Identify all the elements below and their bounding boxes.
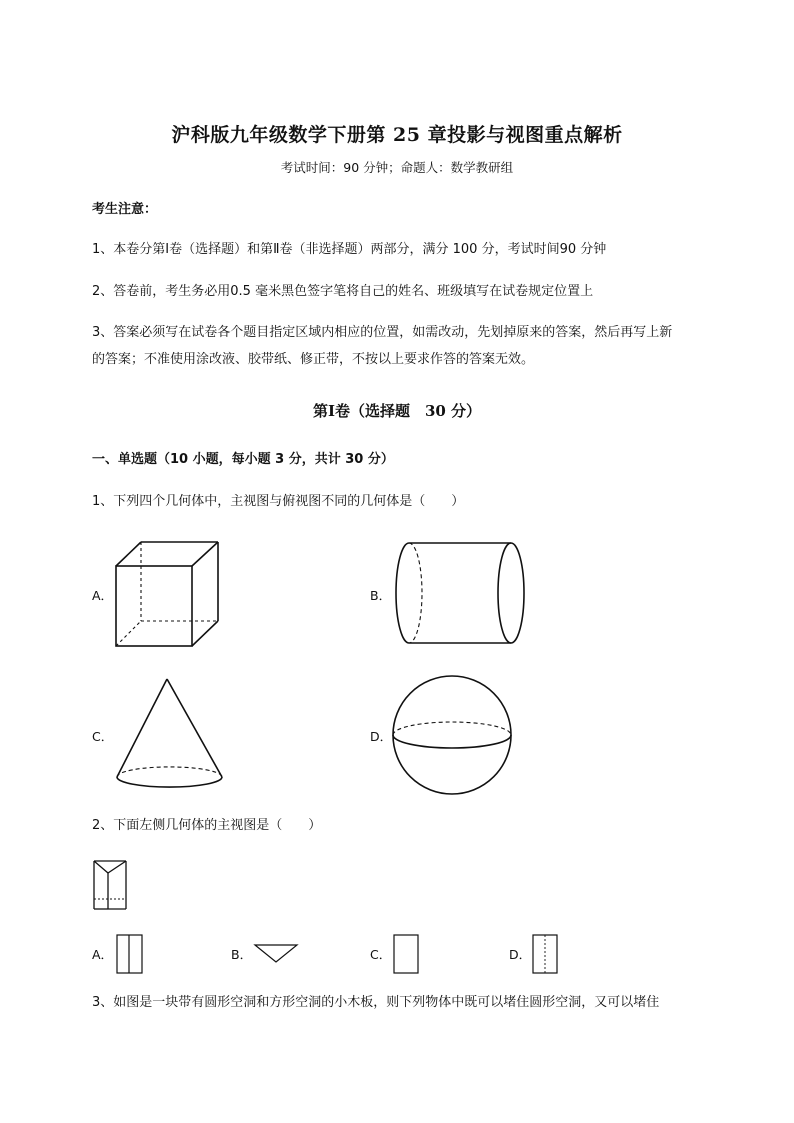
triangular-prism-icon bbox=[94, 861, 126, 909]
exam-info: 考试时间：90 分钟；命题人：数学教研组 bbox=[280, 160, 514, 175]
section-title: 第Ⅰ卷（选择题 30 分） bbox=[312, 402, 482, 420]
q2-option-b-label: B． bbox=[231, 947, 253, 962]
part-heading: 一、单选题（10 小题，每小题 3 分，共计 30 分） bbox=[92, 452, 394, 467]
document-title: 沪科版九年级数学下册第 25 章投影与视图重点解析 bbox=[171, 124, 623, 146]
q1-option-d-label: D． bbox=[370, 729, 393, 744]
rectangle-dashed-line-icon bbox=[533, 935, 557, 973]
q1-option-b-label: B． bbox=[370, 588, 392, 603]
inverted-triangle-icon bbox=[255, 945, 297, 962]
notice-item-3: 3、答案必须写在试卷各个题目指定区域内相应的位置，如需改动，先划掉原来的答案，然后再写上新 bbox=[92, 325, 673, 340]
notice-item-2: 2、答卷前，考生务必用0.5 毫米黑色签字笔将自己的姓名、班级填写在试卷规定位置上 bbox=[92, 284, 594, 299]
sphere-icon bbox=[393, 676, 511, 794]
notice-heading: 考生注意： bbox=[92, 202, 158, 217]
q1-option-c-label: C． bbox=[92, 729, 114, 744]
notice-item-1: 1、本卷分第Ⅰ卷（选择题）和第Ⅱ卷（非选择题）两部分，满分 100 分，考试时间90 分钟 bbox=[92, 242, 607, 257]
rectangle-icon bbox=[394, 935, 418, 973]
notice-item-3-cont: 的答案；不准使用涂改液、胶带纸、修正带，不按以上要求作答的答案无效。 bbox=[92, 352, 535, 367]
question-2-stem: 2、下面左侧几何体的主视图是（ ） bbox=[92, 818, 322, 833]
question-1-stem: 1、下列四个几何体中，主视图与俯视图不同的几何体是（ ） bbox=[92, 494, 465, 509]
q2-option-d-label: D． bbox=[509, 947, 532, 962]
q2-option-a-label: A． bbox=[92, 947, 114, 962]
q2-option-c-label: C． bbox=[370, 947, 392, 962]
q1-option-a-label: A． bbox=[92, 588, 114, 603]
double-rectangle-icon bbox=[117, 935, 142, 973]
cube-icon bbox=[116, 542, 218, 646]
cylinder-icon bbox=[396, 543, 524, 643]
question-3-stem: 3、如图是一块带有圆形空洞和方形空洞的小木板，则下列物体中既可以堵住圆形空洞，又可以堵住 bbox=[92, 995, 660, 1010]
cone-icon bbox=[117, 679, 222, 787]
